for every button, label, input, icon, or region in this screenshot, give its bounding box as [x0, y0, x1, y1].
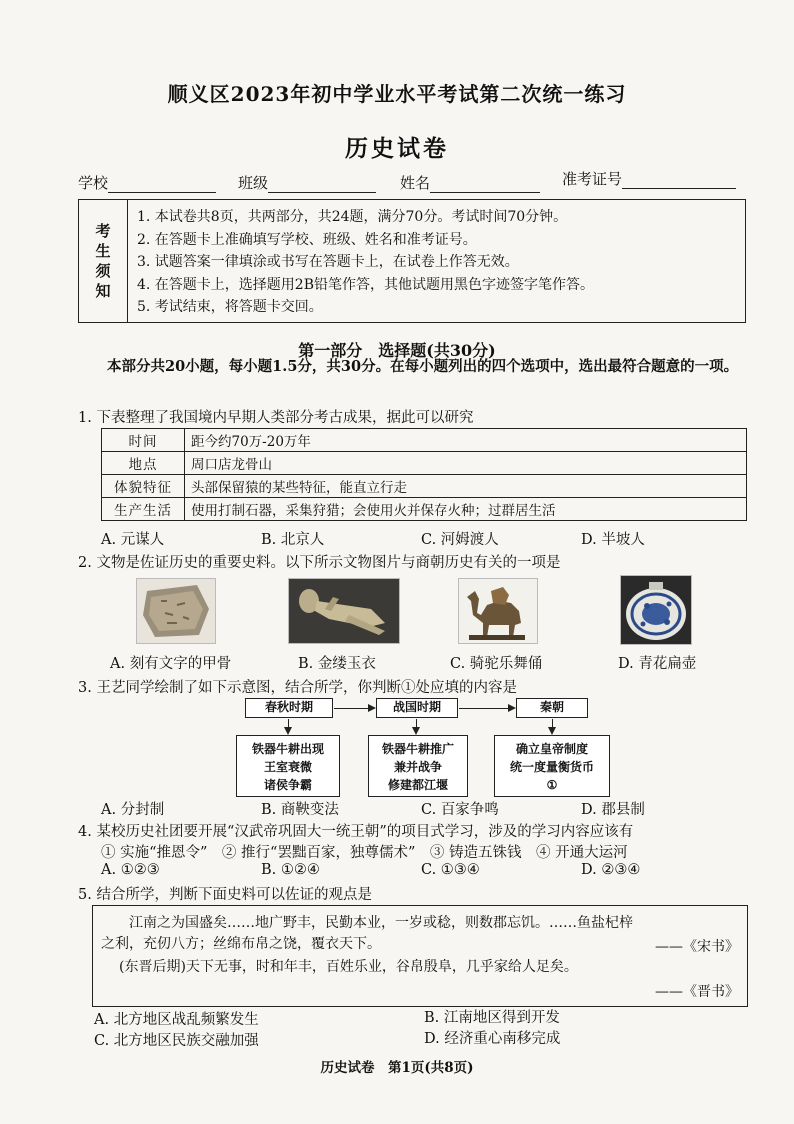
flow-period-spring-autumn: 春秋时期: [245, 698, 333, 718]
exam-subject: 历史试卷: [345, 135, 449, 162]
notice-item: 5. 考试结束，将答题卡交回。: [137, 299, 323, 315]
q1-option-a[interactable]: A. 元谋人: [101, 532, 165, 548]
flow-box-line: 统一度量衡货币: [509, 760, 594, 774]
flow-box-line: 确立皇帝制度: [515, 742, 588, 756]
q5-source-box: [92, 905, 748, 1007]
exam-id-label: 准考证号: [562, 170, 623, 188]
table-key: 时间: [102, 429, 185, 452]
table-value: 头部保留猿的某些特征，能直立行走: [185, 475, 747, 498]
part1-title: 第一部分 选择题(共30分): [298, 341, 496, 360]
source-line: 江南之为国盛矣……地广野丰，民勤本业，一岁或稔，则数郡忘饥。……鱼盐杞梓: [129, 915, 633, 931]
source-line: 之利，充仞八方；丝绵布帛之饶，覆衣天下。: [101, 936, 381, 952]
school-field[interactable]: [78, 172, 216, 193]
notice-label-char: 知: [95, 282, 111, 300]
flow-box-qin: [494, 735, 610, 797]
q1-stem: 1. 下表整理了我国境内早期人类部分考古成果，据此可以研究: [78, 410, 474, 426]
camel-figurine-image: [458, 578, 538, 644]
flow-period-warring-states: 战国时期: [376, 698, 458, 718]
q1-option-b[interactable]: B. 北京人: [261, 532, 325, 548]
notice-label-char: 须: [95, 262, 111, 280]
flow-box-line: 修建都江堰: [387, 778, 448, 792]
flow-arrow: [334, 708, 374, 709]
part1-intro: 本部分共20小题，每小题1.5分，共30分。在每小题列出的四个选项中，选出最符合题意的一项。: [107, 358, 739, 375]
q4-option-b[interactable]: B. ①②④: [261, 862, 320, 878]
q5-option-b[interactable]: B. 江南地区得到开发: [424, 1010, 560, 1026]
flow-period-qin: 秦朝: [516, 698, 588, 718]
q2-option-a[interactable]: A. 刻有文字的甲骨: [110, 656, 232, 672]
flow-box-line: 诸侯争霸: [263, 778, 312, 792]
notice-item: 2. 在答题卡上准确填写学校、班级、姓名和准考证号。: [137, 231, 477, 248]
flow-arrow-down: [288, 719, 289, 733]
table-row: [102, 429, 747, 452]
q1-table: [101, 428, 747, 521]
q1-option-c[interactable]: C. 河姆渡人: [421, 532, 499, 548]
flow-arrow: [459, 708, 514, 709]
exam-id-field[interactable]: [562, 168, 736, 189]
q5-option-d[interactable]: D. 经济重心南移完成: [424, 1031, 561, 1047]
q4-option-d[interactable]: D. ②③④: [581, 862, 641, 878]
notice-items: [137, 206, 594, 319]
notice-item: 3. 试题答案一律填涂或书写在答题卡上，在试卷上作答无效。: [137, 254, 519, 270]
q5-option-a[interactable]: A. 北方地区战乱频繁发生: [94, 1012, 259, 1028]
candidate-notice: [78, 199, 746, 323]
q2-option-d[interactable]: D. 青花扁壶: [618, 656, 697, 672]
notice-item: 4. 在答题卡上，选择题用2B铅笔作答，其他试题用黑色字迹签字笔作答。: [137, 276, 595, 293]
name-field[interactable]: [400, 172, 540, 193]
q3-option-c[interactable]: C. 百家争鸣: [421, 802, 499, 818]
q4-option-a[interactable]: A. ①②③: [101, 862, 160, 878]
table-row: [102, 475, 747, 498]
oracle-bone-image: [136, 578, 216, 644]
q4-option-c[interactable]: C. ①③④: [421, 862, 480, 878]
q4-stem: 4. 某校历史社团要开展“汉武帝巩固大一统王朝”的项目式学习，涉及的学习内容应该有: [78, 824, 634, 840]
q4-items: ① 实施“推恩令” ② 推行“罢黜百家，独尊儒术” ③ 铸造五铢钱 ④ 开通大运河: [101, 845, 628, 861]
notice-label-char: 生: [95, 242, 111, 260]
q5-stem: 5. 结合所学，判断下面史料可以佐证的观点是: [78, 887, 372, 903]
flow-box-spring-autumn: [236, 735, 340, 797]
q3-stem: 3. 王艺同学绘制了如下示意图，结合所学，你判断①处应填的内容是: [78, 680, 517, 696]
flow-box-line: 铁器牛耕出现: [251, 742, 324, 756]
notice-label: [79, 200, 128, 322]
flow-box-line: 铁器牛耕推广: [381, 742, 454, 756]
table-value: 距今约70万-20万年: [185, 429, 747, 452]
table-value: 周口店龙骨山: [185, 452, 747, 475]
class-field[interactable]: [238, 172, 376, 193]
table-row: [102, 452, 747, 475]
source-citation: ——《晋书》: [655, 984, 739, 1000]
source-citation: ——《宋书》: [655, 939, 739, 955]
class-label: 班级: [238, 174, 269, 192]
flow-arrow-down: [552, 719, 553, 733]
table-value: 使用打制石器，采集狩猎；会使用火并保存火种；过群居生活: [185, 498, 747, 521]
blue-white-flask-image: [620, 575, 692, 645]
notice-label-char: 考: [95, 222, 111, 240]
q3-option-a[interactable]: A. 分封制: [101, 802, 165, 818]
candidate-fields: [78, 172, 748, 196]
notice-item: 1. 本试卷共8页，共两部分，共24题，满分70分。考试时间70分钟。: [137, 209, 568, 225]
q2-option-b[interactable]: B. 金缕玉衣: [298, 656, 376, 672]
table-key: 体貌特征: [102, 475, 185, 498]
jade-suit-image: [288, 578, 400, 644]
q2-option-c[interactable]: C. 骑驼乐舞俑: [450, 656, 543, 672]
q5-option-c[interactable]: C. 北方地区民族交融加强: [94, 1033, 259, 1049]
source-line: (东晋后期)天下无事，时和年丰，百姓乐业，谷帛殷阜，几乎家给人足矣。: [119, 959, 578, 975]
table-key: 生产生活: [102, 498, 185, 521]
table-row: [102, 498, 747, 521]
flow-box-line: 兼并战争: [393, 760, 442, 774]
page-footer: 历史试卷 第1页(共8页): [320, 1060, 474, 1076]
school-label: 学校: [78, 174, 109, 192]
flow-blank-marker: ①: [546, 778, 558, 792]
table-key: 地点: [102, 452, 185, 475]
name-label: 姓名: [400, 174, 431, 192]
exam-title: 顺义区2023年初中学业水平考试第二次统一练习: [167, 82, 627, 106]
q1-option-d[interactable]: D. 半坡人: [581, 532, 645, 548]
q3-option-d[interactable]: D. 郡县制: [581, 802, 645, 818]
q3-option-b[interactable]: B. 商鞅变法: [261, 802, 339, 818]
q2-stem: 2. 文物是佐证历史的重要史料。以下所示文物图片与商朝历史有关的一项是: [78, 555, 561, 571]
flow-box-warring-states: [368, 735, 468, 797]
flow-arrow-down: [416, 719, 417, 733]
flow-box-line: 王室衰微: [263, 760, 312, 774]
